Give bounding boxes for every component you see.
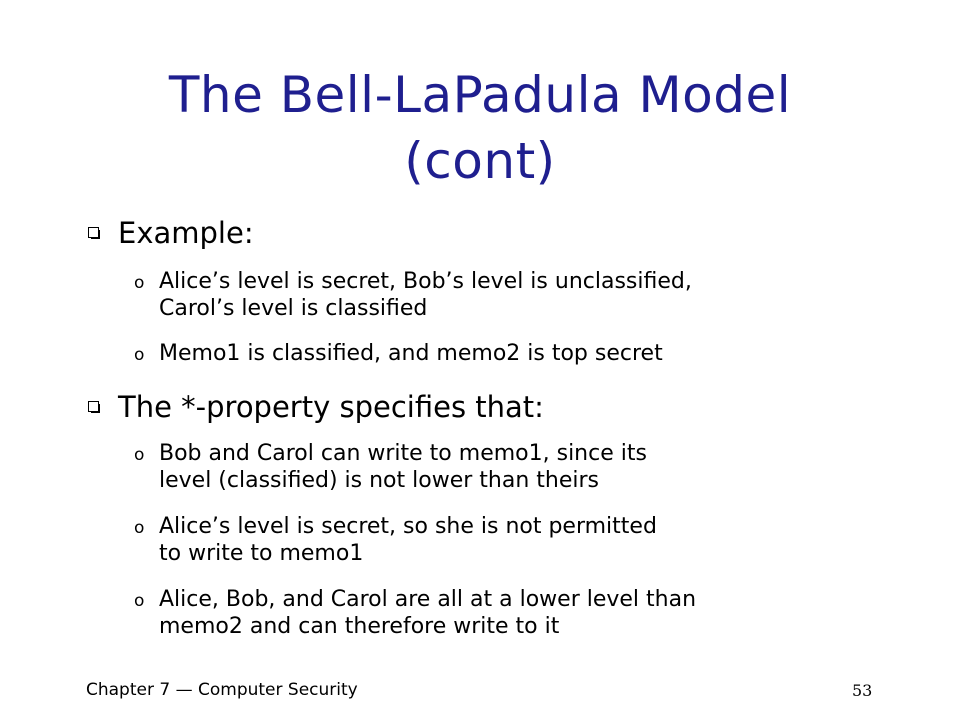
sub-bullet-text [159, 268, 692, 322]
sub-bullet-line: Memo1 is classified, and memo2 is top secret [159, 341, 663, 366]
footer-chapter: Chapter 7 — Computer Security [86, 680, 358, 700]
sub-bullet-text [159, 513, 657, 567]
circle-bullet-icon: o [134, 518, 145, 538]
sub-bullet-line: Bob and Carol can write to memo1, since its [159, 441, 647, 466]
sub-bullet-line: Alice’s level is secret, Bob’s level is unclassified, [159, 269, 692, 294]
sub-bullet-text [159, 340, 663, 367]
sub-bullet-text [159, 440, 647, 494]
checkbox-bullet-icon [88, 401, 99, 412]
slide-title-line-1: The Bell-LaPadula Model [168, 66, 792, 124]
circle-bullet-icon: o [134, 273, 145, 293]
sub-bullet-line: memo2 and can therefore write to it [159, 614, 560, 639]
bullet-text: The *-property specifies that: [118, 390, 544, 424]
circle-bullet-icon: o [134, 345, 145, 365]
circle-bullet-icon: o [134, 591, 145, 611]
sub-bullet-line: Carol’s level is classified [159, 296, 428, 321]
sub-bullet-line: Alice, Bob, and Carol are all at a lower level than [159, 587, 697, 612]
sub-bullet-line: Alice’s level is secret, so she is not permitted [159, 514, 657, 539]
bullet-text: Example: [118, 216, 254, 250]
page-number: 53 [852, 681, 873, 700]
circle-bullet-icon: o [134, 445, 145, 465]
sub-bullet-line: to write to memo1 [159, 541, 364, 566]
sub-bullet-text [159, 586, 696, 640]
slide-title [0, 62, 960, 194]
slide-title-line-2: (cont) [404, 132, 556, 190]
sub-bullet-line: level (classified) is not lower than theirs [159, 468, 599, 493]
checkbox-bullet-icon [88, 227, 99, 238]
